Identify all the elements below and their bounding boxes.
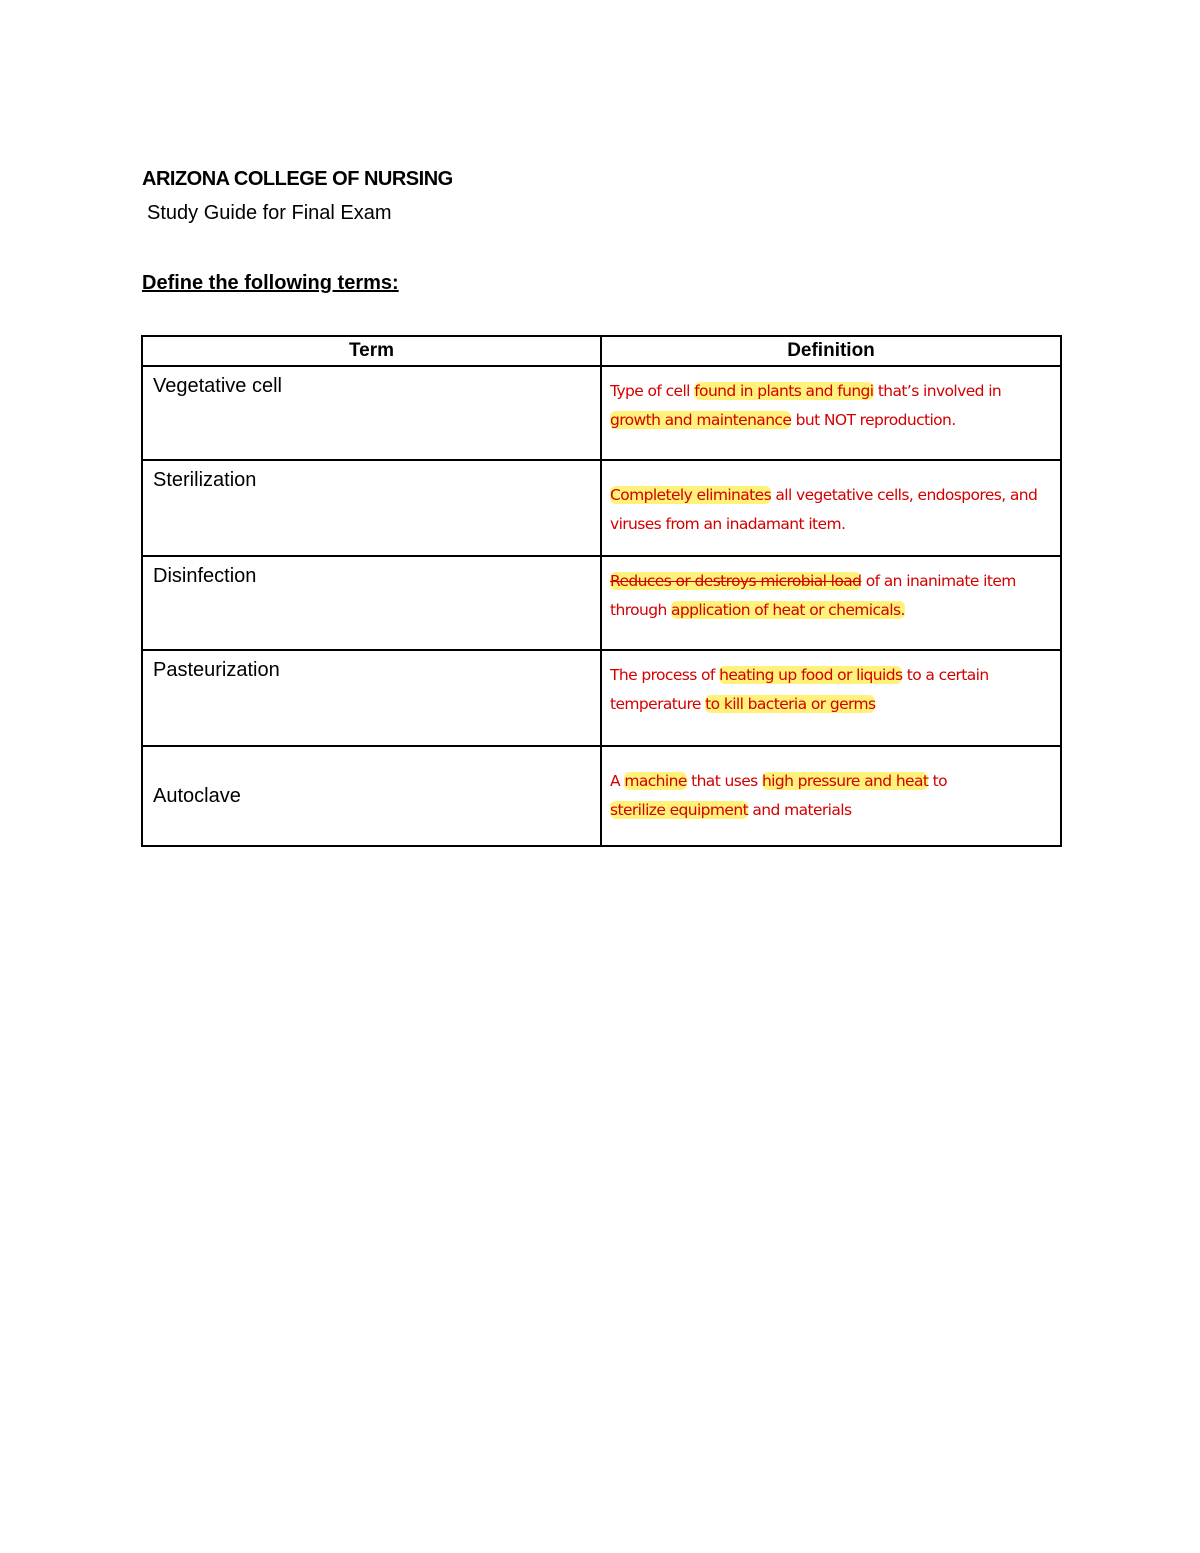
definition-cell xyxy=(601,746,1061,846)
definition-segment: to a certain temperature xyxy=(610,666,989,713)
definition-cell xyxy=(601,460,1061,556)
table-row xyxy=(142,366,1061,460)
term-cell: Vegetative cell xyxy=(142,366,601,460)
term-cell: Pasteurization xyxy=(142,650,601,746)
highlighted-segment: machine xyxy=(624,772,687,790)
definition-segment: that uses xyxy=(686,772,762,790)
table-row xyxy=(142,460,1061,556)
highlighted-segment: found in plants and fungi xyxy=(694,382,874,400)
definition-text xyxy=(610,661,1052,719)
definition-segment: Type of cell xyxy=(610,382,695,400)
definition-segment: that’s involved in xyxy=(873,382,1002,400)
definition-segment: all vegetative cells, endospores, and viruses from an inadamant item. xyxy=(610,486,1038,533)
definition-cell xyxy=(601,366,1061,460)
definition-text xyxy=(610,757,1052,825)
highlighted-segment: Reduces or destroys microbial load xyxy=(610,572,862,590)
table-row xyxy=(142,650,1061,746)
definition-text xyxy=(610,567,1052,625)
highlighted-segment: high pressure and heat xyxy=(761,772,929,790)
definition-text xyxy=(610,471,1052,539)
term-column-header: Term xyxy=(142,336,601,366)
terms-table xyxy=(141,335,1062,847)
definition-segment: The process of xyxy=(610,666,720,684)
definition-segment: of an inanimate item through xyxy=(610,572,1016,619)
instruction-heading: Define the following terms: xyxy=(142,272,399,294)
term-cell: Disinfection xyxy=(142,556,601,650)
highlighted-segment: growth and maintenance xyxy=(610,411,792,429)
definition-text xyxy=(610,377,1052,435)
definition-segment: and materials xyxy=(748,801,852,819)
definition-segment: to xyxy=(928,772,948,790)
definition-column-header: Definition xyxy=(601,336,1061,366)
table-row xyxy=(142,556,1061,650)
highlighted-segment: sterilize equipment xyxy=(610,801,749,819)
highlighted-segment: to kill bacteria or germs xyxy=(705,695,876,713)
table-header-row xyxy=(142,336,1061,366)
highlighted-segment: heating up food or liquids xyxy=(719,666,903,684)
term-cell: Sterilization xyxy=(142,460,601,556)
definition-segment: A xyxy=(610,772,625,790)
organization-title: ARIZONA COLLEGE OF NURSING xyxy=(142,168,453,190)
definition-cell xyxy=(601,556,1061,650)
table-row xyxy=(142,746,1061,846)
definition-cell xyxy=(601,650,1061,746)
highlighted-segment: application of heat or chemicals. xyxy=(671,601,905,619)
term-cell: Autoclave xyxy=(142,746,601,846)
document-subtitle: Study Guide for Final Exam xyxy=(147,202,392,224)
definition-segment: but NOT reproduction. xyxy=(791,411,956,429)
highlighted-segment: Completely eliminates xyxy=(610,486,772,504)
